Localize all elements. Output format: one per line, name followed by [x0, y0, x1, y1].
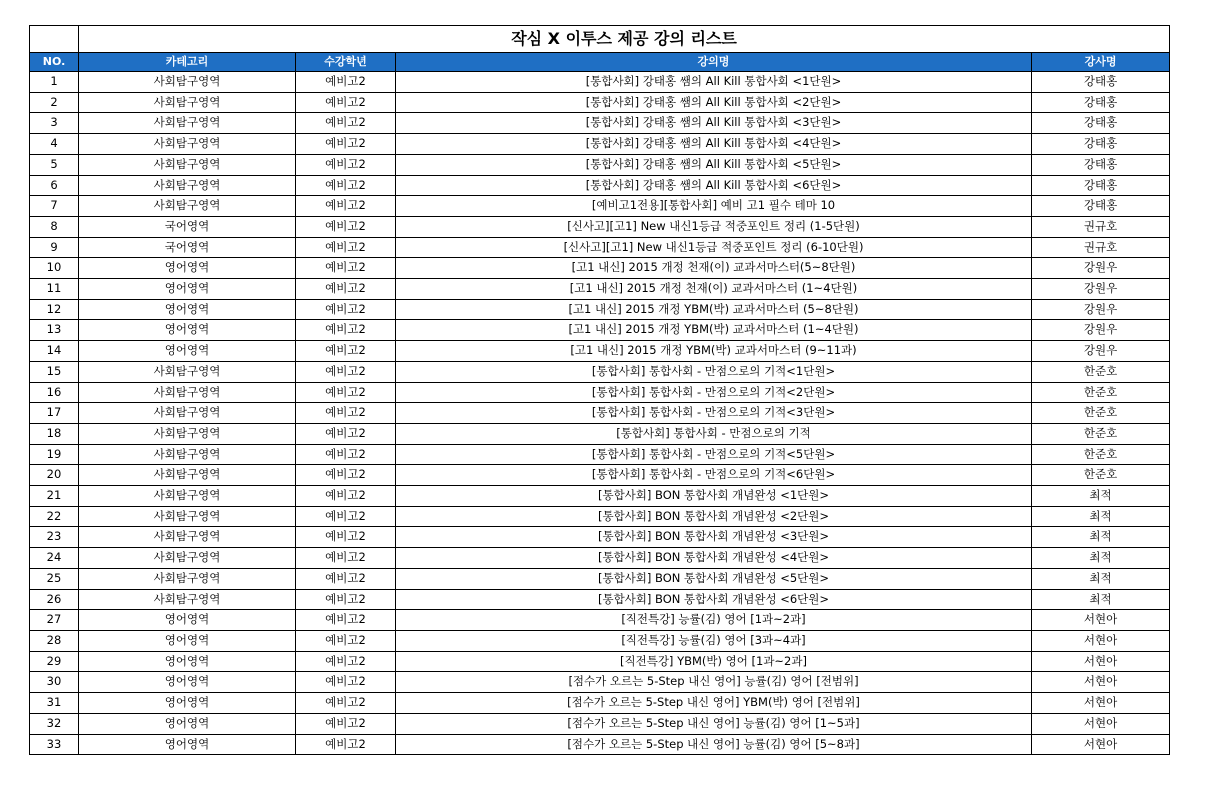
cell-no: 20 — [30, 465, 79, 486]
cell-lecture: [통합사회] BON 통합사회 개념완성 <6단원> — [396, 589, 1032, 610]
cell-teacher: 서현아 — [1032, 693, 1170, 714]
header-row — [30, 53, 1170, 72]
cell-grade: 예비고2 — [296, 216, 396, 237]
table-row — [30, 403, 1170, 424]
cell-grade: 예비고2 — [296, 72, 396, 93]
cell-grade: 예비고2 — [296, 423, 396, 444]
cell-category: 사회탐구영역 — [79, 444, 296, 465]
table-row — [30, 341, 1170, 362]
cell-teacher: 서현아 — [1032, 610, 1170, 631]
cell-category: 사회탐구영역 — [79, 465, 296, 486]
header-grade: 수강학년 — [296, 53, 396, 72]
table-row — [30, 548, 1170, 569]
cell-category: 사회탐구영역 — [79, 486, 296, 507]
cell-no: 11 — [30, 279, 79, 300]
cell-no: 2 — [30, 92, 79, 113]
cell-teacher: 최적 — [1032, 506, 1170, 527]
cell-category: 영어영역 — [79, 299, 296, 320]
lecture-list-sheet — [29, 25, 1169, 755]
table-row — [30, 320, 1170, 341]
cell-no: 12 — [30, 299, 79, 320]
cell-teacher: 한준호 — [1032, 403, 1170, 424]
cell-teacher: 서현아 — [1032, 734, 1170, 755]
cell-teacher: 서현아 — [1032, 713, 1170, 734]
cell-category: 사회탐구영역 — [79, 154, 296, 175]
table-row — [30, 672, 1170, 693]
cell-no: 3 — [30, 113, 79, 134]
cell-teacher: 최적 — [1032, 486, 1170, 507]
cell-teacher: 권규호 — [1032, 237, 1170, 258]
cell-teacher: 서현아 — [1032, 651, 1170, 672]
cell-teacher: 강원우 — [1032, 258, 1170, 279]
cell-no: 8 — [30, 216, 79, 237]
cell-no: 29 — [30, 651, 79, 672]
cell-no: 24 — [30, 548, 79, 569]
cell-grade: 예비고2 — [296, 258, 396, 279]
table-body — [30, 72, 1170, 755]
lecture-table — [29, 25, 1170, 755]
table-row — [30, 279, 1170, 300]
cell-teacher: 강원우 — [1032, 320, 1170, 341]
cell-lecture: [통합사회] BON 통합사회 개념완성 <2단원> — [396, 506, 1032, 527]
cell-no: 18 — [30, 423, 79, 444]
cell-category: 사회탐구영역 — [79, 423, 296, 444]
cell-teacher: 최적 — [1032, 568, 1170, 589]
table-row — [30, 444, 1170, 465]
cell-category: 영어영역 — [79, 734, 296, 755]
table-row — [30, 92, 1170, 113]
cell-grade: 예비고2 — [296, 651, 396, 672]
cell-teacher: 한준호 — [1032, 361, 1170, 382]
cell-lecture: [통합사회] BON 통합사회 개념완성 <3단원> — [396, 527, 1032, 548]
cell-category: 영어영역 — [79, 341, 296, 362]
cell-teacher: 최적 — [1032, 548, 1170, 569]
cell-category: 사회탐구영역 — [79, 134, 296, 155]
table-row — [30, 465, 1170, 486]
cell-no: 31 — [30, 693, 79, 714]
cell-teacher: 강태홍 — [1032, 113, 1170, 134]
cell-grade: 예비고2 — [296, 465, 396, 486]
cell-grade: 예비고2 — [296, 486, 396, 507]
cell-grade: 예비고2 — [296, 113, 396, 134]
cell-no: 23 — [30, 527, 79, 548]
cell-teacher: 한준호 — [1032, 382, 1170, 403]
cell-teacher: 강태홍 — [1032, 196, 1170, 217]
cell-grade: 예비고2 — [296, 196, 396, 217]
cell-no: 4 — [30, 134, 79, 155]
cell-grade: 예비고2 — [296, 403, 396, 424]
cell-lecture: [통합사회] 통합사회 - 만점으로의 기적<3단원> — [396, 403, 1032, 424]
cell-no: 16 — [30, 382, 79, 403]
cell-category: 영어영역 — [79, 279, 296, 300]
cell-category: 사회탐구영역 — [79, 568, 296, 589]
cell-teacher: 강태홍 — [1032, 92, 1170, 113]
cell-category: 영어영역 — [79, 258, 296, 279]
table-row — [30, 196, 1170, 217]
cell-no: 28 — [30, 630, 79, 651]
cell-category: 영어영역 — [79, 693, 296, 714]
cell-lecture: [고1 내신] 2015 개정 천재(이) 교과서마스터(5~8단원) — [396, 258, 1032, 279]
cell-lecture: [통합사회] 강태홍 쌤의 All Kill 통합사회 <3단원> — [396, 113, 1032, 134]
cell-lecture: [통합사회] 강태홍 쌤의 All Kill 통합사회 <2단원> — [396, 92, 1032, 113]
cell-lecture: [점수가 오르는 5-Step 내신 영어] YBM(박) 영어 [전범위] — [396, 693, 1032, 714]
cell-no: 7 — [30, 196, 79, 217]
cell-no: 6 — [30, 175, 79, 196]
cell-no: 21 — [30, 486, 79, 507]
cell-category: 영어영역 — [79, 651, 296, 672]
cell-lecture: [통합사회] 통합사회 - 만점으로의 기적 — [396, 423, 1032, 444]
cell-grade: 예비고2 — [296, 444, 396, 465]
page-title: 작심 X 이투스 제공 강의 리스트 — [79, 26, 1170, 53]
cell-grade: 예비고2 — [296, 506, 396, 527]
cell-grade: 예비고2 — [296, 589, 396, 610]
table-row — [30, 258, 1170, 279]
table-row — [30, 693, 1170, 714]
cell-lecture: [점수가 오르는 5-Step 내신 영어] 능률(김) 영어 [5~8과] — [396, 734, 1032, 755]
cell-category: 사회탐구영역 — [79, 382, 296, 403]
cell-teacher: 한준호 — [1032, 423, 1170, 444]
cell-grade: 예비고2 — [296, 693, 396, 714]
cell-lecture: [고1 내신] 2015 개정 YBM(박) 교과서마스터 (1~4단원) — [396, 320, 1032, 341]
table-row — [30, 237, 1170, 258]
cell-lecture: [통합사회] BON 통합사회 개념완성 <5단원> — [396, 568, 1032, 589]
header-lecture: 강의명 — [396, 53, 1032, 72]
cell-grade: 예비고2 — [296, 237, 396, 258]
cell-grade: 예비고2 — [296, 175, 396, 196]
cell-category: 국어영역 — [79, 237, 296, 258]
cell-grade: 예비고2 — [296, 341, 396, 362]
cell-category: 사회탐구영역 — [79, 175, 296, 196]
cell-grade: 예비고2 — [296, 134, 396, 155]
title-row — [30, 26, 1170, 53]
cell-lecture: [직전특강] 능률(김) 영어 [3과~4과] — [396, 630, 1032, 651]
cell-no: 1 — [30, 72, 79, 93]
cell-category: 영어영역 — [79, 610, 296, 631]
cell-lecture: [통합사회] 통합사회 - 만점으로의 기적<2단원> — [396, 382, 1032, 403]
cell-no: 30 — [30, 672, 79, 693]
cell-lecture: [통합사회] 통합사회 - 만점으로의 기적<5단원> — [396, 444, 1032, 465]
cell-grade: 예비고2 — [296, 630, 396, 651]
table-row — [30, 568, 1170, 589]
title-corner-cell — [30, 26, 79, 53]
cell-no: 5 — [30, 154, 79, 175]
table-row — [30, 216, 1170, 237]
table-row — [30, 361, 1170, 382]
cell-category: 사회탐구영역 — [79, 196, 296, 217]
cell-no: 32 — [30, 713, 79, 734]
cell-teacher: 강원우 — [1032, 299, 1170, 320]
cell-no: 10 — [30, 258, 79, 279]
cell-grade: 예비고2 — [296, 279, 396, 300]
table-row — [30, 506, 1170, 527]
cell-category: 사회탐구영역 — [79, 72, 296, 93]
table-row — [30, 610, 1170, 631]
table-row — [30, 589, 1170, 610]
cell-lecture: [통합사회] BON 통합사회 개념완성 <1단원> — [396, 486, 1032, 507]
table-row — [30, 527, 1170, 548]
cell-category: 국어영역 — [79, 216, 296, 237]
cell-grade: 예비고2 — [296, 320, 396, 341]
table-row — [30, 72, 1170, 93]
cell-lecture: [통합사회] 통합사회 - 만점으로의 기적<1단원> — [396, 361, 1032, 382]
cell-category: 사회탐구영역 — [79, 527, 296, 548]
table-row — [30, 713, 1170, 734]
cell-no: 27 — [30, 610, 79, 631]
cell-no: 13 — [30, 320, 79, 341]
cell-no: 25 — [30, 568, 79, 589]
cell-grade: 예비고2 — [296, 382, 396, 403]
cell-grade: 예비고2 — [296, 713, 396, 734]
header-teacher: 강사명 — [1032, 53, 1170, 72]
cell-grade: 예비고2 — [296, 527, 396, 548]
cell-grade: 예비고2 — [296, 610, 396, 631]
cell-no: 17 — [30, 403, 79, 424]
cell-lecture: [신사고][고1] New 내신1등급 적중포인트 정리 (6-10단원) — [396, 237, 1032, 258]
cell-teacher: 서현아 — [1032, 630, 1170, 651]
cell-category: 사회탐구영역 — [79, 589, 296, 610]
cell-teacher: 서현아 — [1032, 672, 1170, 693]
cell-grade: 예비고2 — [296, 548, 396, 569]
table-row — [30, 382, 1170, 403]
cell-lecture: [예비고1전용][통합사회] 예비 고1 필수 테마 10 — [396, 196, 1032, 217]
cell-teacher: 최적 — [1032, 589, 1170, 610]
cell-lecture: [점수가 오르는 5-Step 내신 영어] 능률(김) 영어 [전범위] — [396, 672, 1032, 693]
cell-grade: 예비고2 — [296, 568, 396, 589]
cell-teacher: 권규호 — [1032, 216, 1170, 237]
cell-category: 사회탐구영역 — [79, 403, 296, 424]
cell-no: 15 — [30, 361, 79, 382]
cell-lecture: [통합사회] BON 통합사회 개념완성 <4단원> — [396, 548, 1032, 569]
table-row — [30, 299, 1170, 320]
cell-category: 사회탐구영역 — [79, 548, 296, 569]
cell-category: 사회탐구영역 — [79, 506, 296, 527]
cell-grade: 예비고2 — [296, 92, 396, 113]
cell-no: 14 — [30, 341, 79, 362]
cell-teacher: 강태홍 — [1032, 72, 1170, 93]
table-row — [30, 113, 1170, 134]
cell-lecture: [직전특강] YBM(박) 영어 [1과~2과] — [396, 651, 1032, 672]
table-row — [30, 175, 1170, 196]
cell-lecture: [고1 내신] 2015 개정 YBM(박) 교과서마스터 (5~8단원) — [396, 299, 1032, 320]
header-category: 카테고리 — [79, 53, 296, 72]
table-row — [30, 154, 1170, 175]
table-row — [30, 651, 1170, 672]
cell-no: 33 — [30, 734, 79, 755]
cell-lecture: [통합사회] 강태홍 쌤의 All Kill 통합사회 <5단원> — [396, 154, 1032, 175]
table-row — [30, 734, 1170, 755]
table-row — [30, 630, 1170, 651]
cell-no: 9 — [30, 237, 79, 258]
cell-teacher: 강태홍 — [1032, 175, 1170, 196]
cell-category: 사회탐구영역 — [79, 92, 296, 113]
cell-teacher: 한준호 — [1032, 465, 1170, 486]
cell-lecture: [고1 내신] 2015 개정 천재(이) 교과서마스터 (1~4단원) — [396, 279, 1032, 300]
cell-teacher: 최적 — [1032, 527, 1170, 548]
cell-grade: 예비고2 — [296, 361, 396, 382]
cell-category: 영어영역 — [79, 630, 296, 651]
cell-lecture: [직전특강] 능률(김) 영어 [1과~2과] — [396, 610, 1032, 631]
cell-lecture: [점수가 오르는 5-Step 내신 영어] 능률(김) 영어 [1~5과] — [396, 713, 1032, 734]
cell-lecture: [통합사회] 강태홍 쌤의 All Kill 통합사회 <1단원> — [396, 72, 1032, 93]
cell-no: 19 — [30, 444, 79, 465]
cell-lecture: [통합사회] 강태홍 쌤의 All Kill 통합사회 <6단원> — [396, 175, 1032, 196]
cell-lecture: [고1 내신] 2015 개정 YBM(박) 교과서마스터 (9~11과) — [396, 341, 1032, 362]
header-no: NO. — [30, 53, 79, 72]
cell-teacher: 강태홍 — [1032, 154, 1170, 175]
cell-category: 영어영역 — [79, 672, 296, 693]
cell-category: 영어영역 — [79, 713, 296, 734]
cell-no: 22 — [30, 506, 79, 527]
cell-no: 26 — [30, 589, 79, 610]
cell-teacher: 강태홍 — [1032, 134, 1170, 155]
cell-grade: 예비고2 — [296, 672, 396, 693]
cell-lecture: [통합사회] 통합사회 - 만점으로의 기적<6단원> — [396, 465, 1032, 486]
table-row — [30, 134, 1170, 155]
cell-grade: 예비고2 — [296, 299, 396, 320]
table-row — [30, 486, 1170, 507]
cell-category: 영어영역 — [79, 320, 296, 341]
cell-category: 사회탐구영역 — [79, 361, 296, 382]
cell-grade: 예비고2 — [296, 154, 396, 175]
cell-lecture: [신사고][고1] New 내신1등급 적중포인트 정리 (1-5단원) — [396, 216, 1032, 237]
cell-teacher: 강원우 — [1032, 341, 1170, 362]
cell-teacher: 한준호 — [1032, 444, 1170, 465]
cell-category: 사회탐구영역 — [79, 113, 296, 134]
table-row — [30, 423, 1170, 444]
cell-grade: 예비고2 — [296, 734, 396, 755]
cell-teacher: 강원우 — [1032, 279, 1170, 300]
cell-lecture: [통합사회] 강태홍 쌤의 All Kill 통합사회 <4단원> — [396, 134, 1032, 155]
